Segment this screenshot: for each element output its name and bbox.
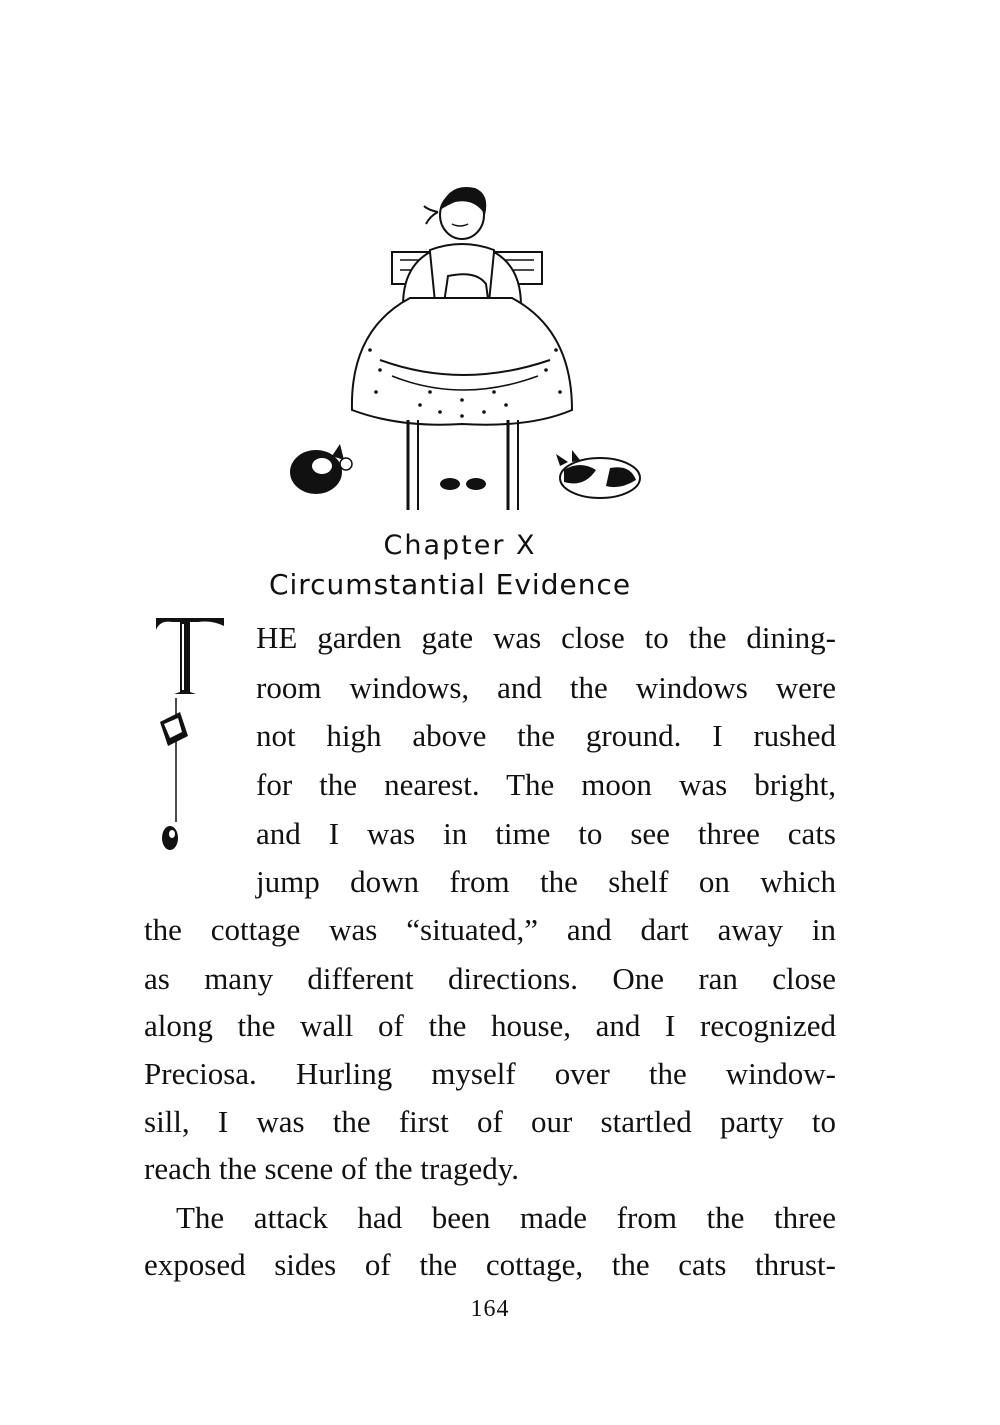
text-line: reach the scene of the tragedy. xyxy=(144,1151,519,1186)
text-line: along the wall of the house, and I recognized xyxy=(144,1008,836,1043)
ornamental-drop-cap-t-icon xyxy=(150,612,230,882)
chapter-label: Chapter X xyxy=(383,530,537,561)
text-line: for the nearest. The moon was bright, xyxy=(256,767,836,802)
text-line: exposed sides of the cottage, the cats thrust- xyxy=(144,1247,836,1282)
text-line: room windows, and the windows were xyxy=(256,670,836,705)
text-line: as many different directions. One ran close xyxy=(144,961,836,996)
text-line: the cottage was “situated,” and dart away in xyxy=(144,912,836,947)
text-line: sill, I was the first of our startled party to xyxy=(144,1104,836,1139)
text-line: HE garden gate was close to the dining- xyxy=(256,620,836,655)
text-line: not high above the ground. I rushed xyxy=(256,718,836,753)
page-number: 164 xyxy=(470,1296,510,1322)
text-line: The attack had been made from the three xyxy=(176,1200,836,1235)
chapter-title: Circumstantial Evidence xyxy=(268,568,632,601)
girl-sewing-with-cats-icon xyxy=(280,180,660,525)
text-line: and I was in time to see three cats xyxy=(256,816,836,851)
text-line: Preciosa. Hurling myself over the window- xyxy=(144,1056,836,1091)
text-line: jump down from the shelf on which xyxy=(256,864,836,899)
